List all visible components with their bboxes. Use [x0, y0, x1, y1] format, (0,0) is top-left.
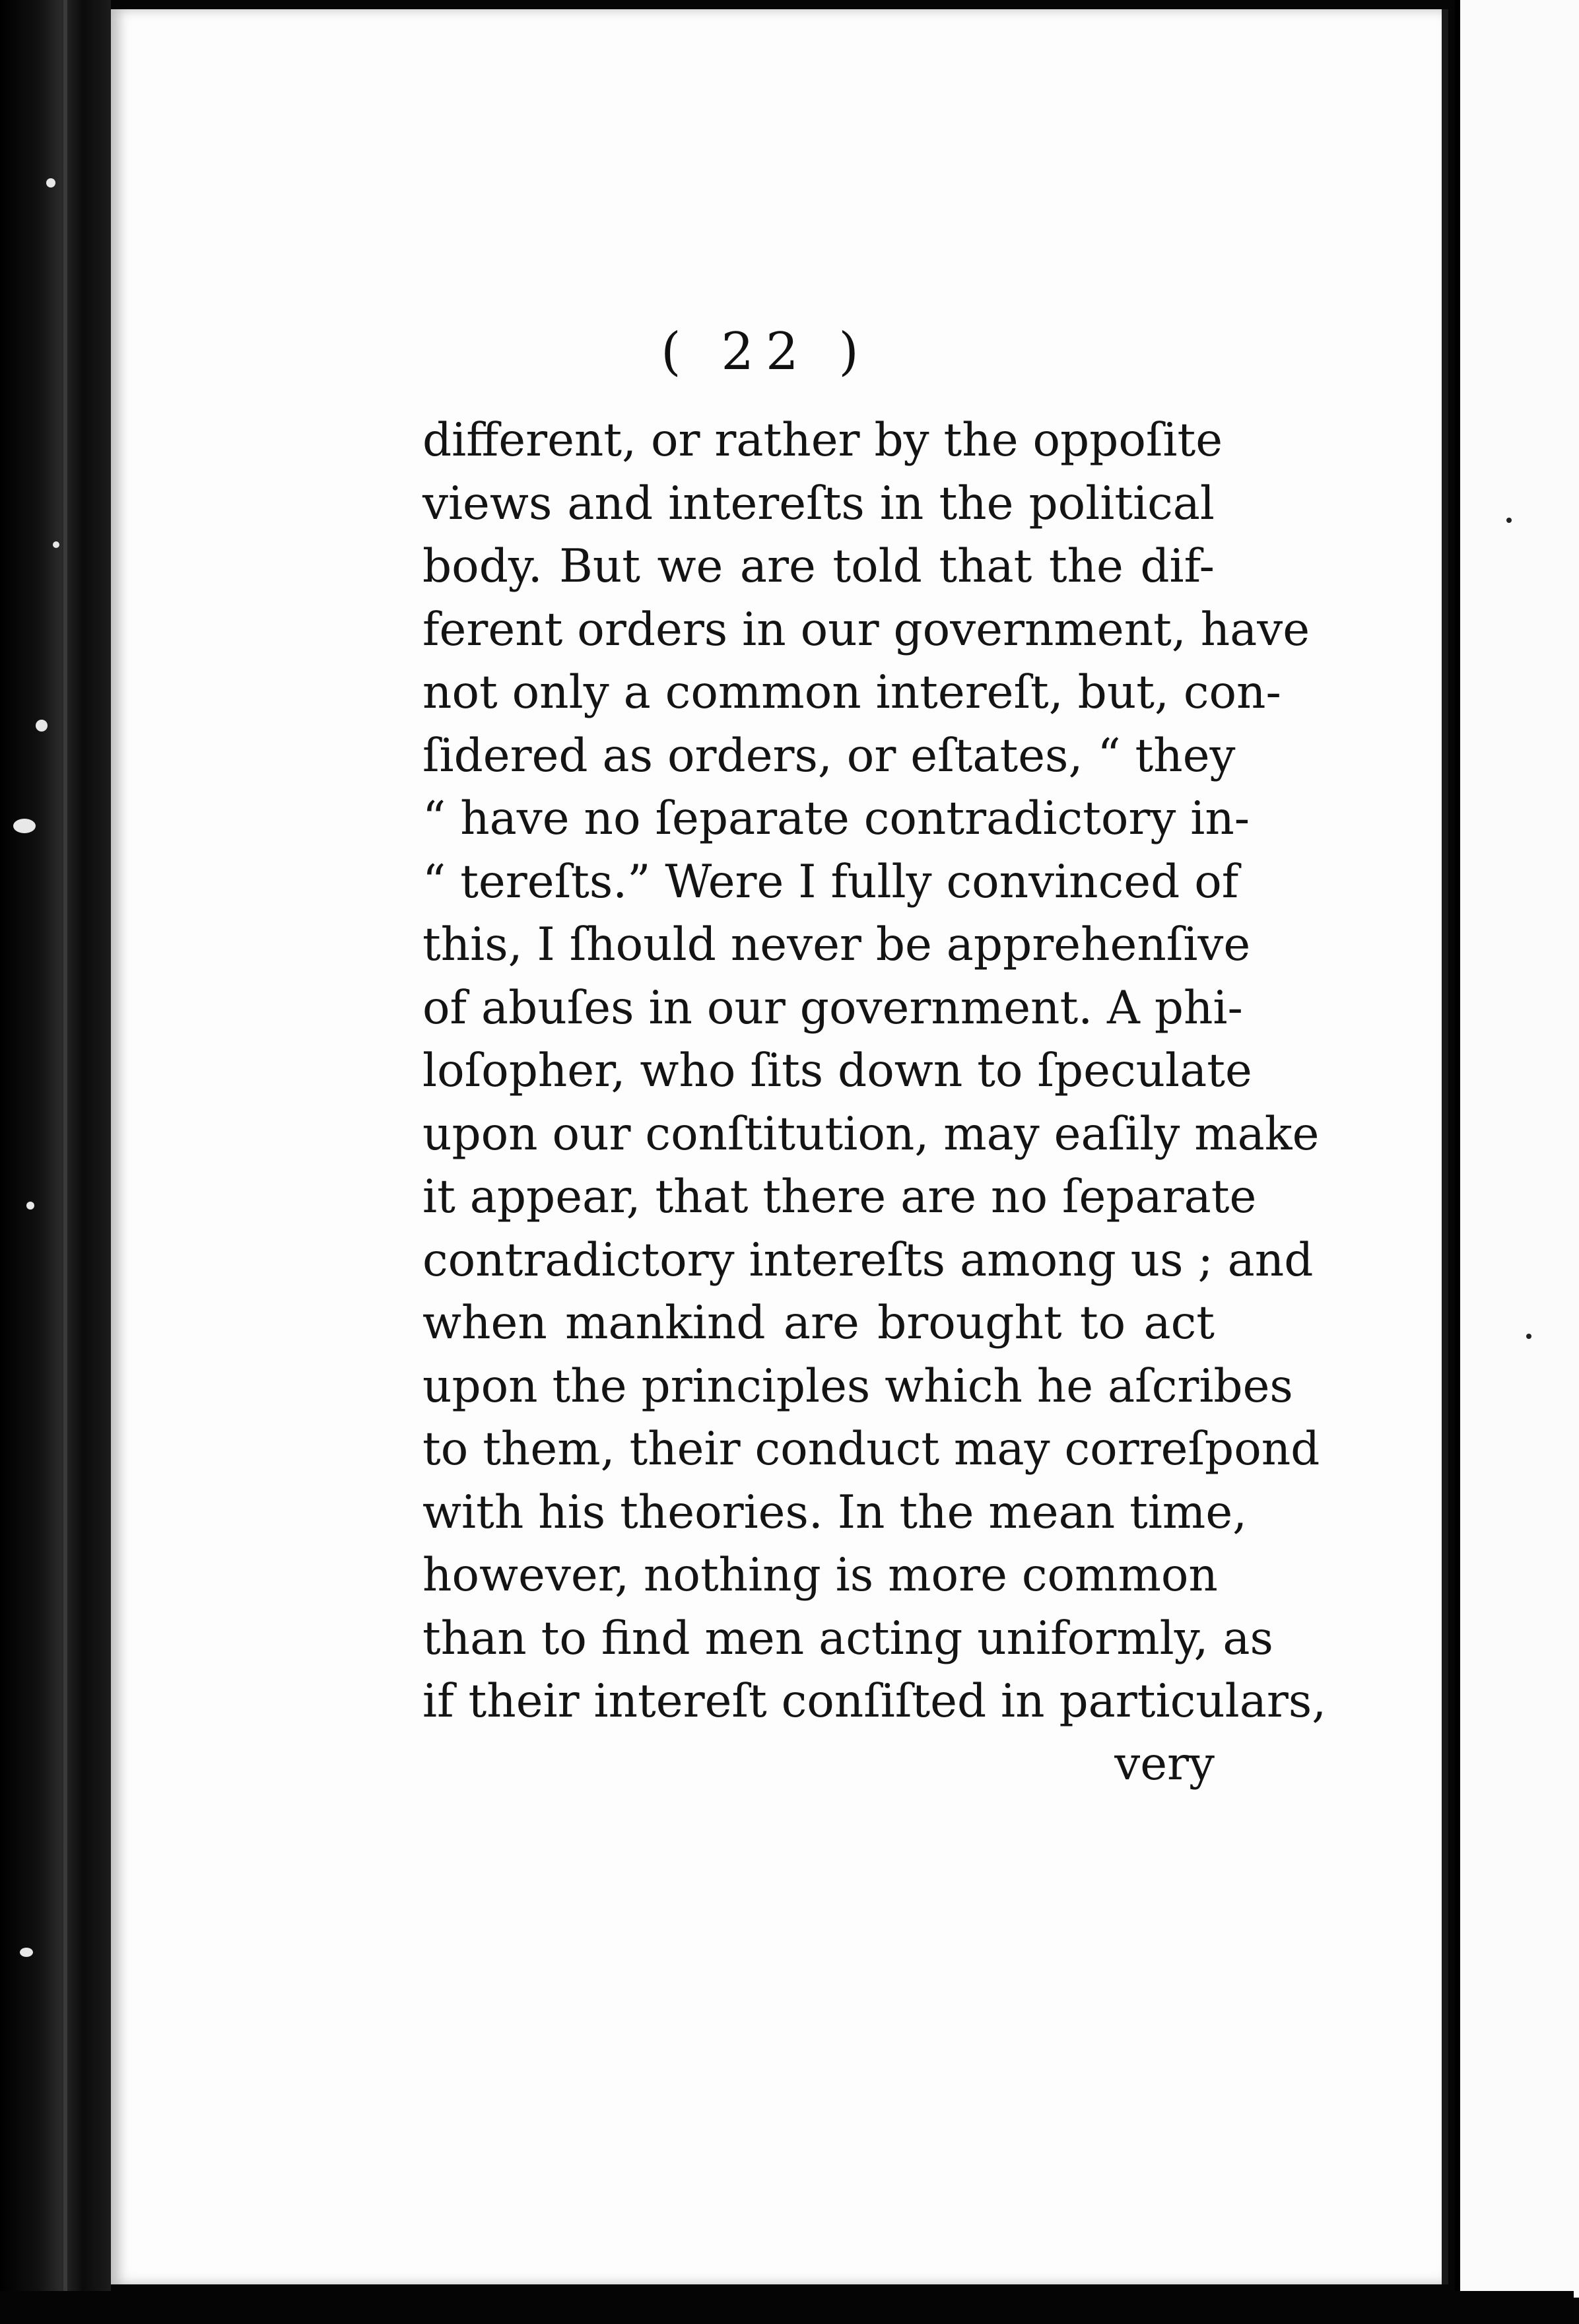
body-text — [422, 409, 1327, 1734]
text-line: contradictory intereſts among us ; and — [422, 1233, 1314, 1287]
text-line: if their intereſt conſiſted in particulars, — [422, 1675, 1327, 1728]
text-line: with his theories. In the mean time, — [422, 1486, 1248, 1539]
text-line: when mankind are brought to act — [422, 1297, 1215, 1350]
text-line: “ have no ſeparate contradictory in- — [422, 792, 1250, 845]
page-number: ( 22 ) — [661, 322, 871, 382]
text-line: however, nothing is more common — [422, 1549, 1218, 1602]
text-line: ſidered as orders, or eſtates, “ they — [422, 729, 1236, 782]
book-binding-left — [0, 0, 111, 2324]
text-line: to them, their conduct may correſpond — [422, 1423, 1320, 1476]
text-line: different, or rather by the oppoſite — [422, 414, 1223, 467]
text-line: “ tereſts.” Were I fully convinced of — [422, 855, 1239, 908]
text-line: than to find men acting uniformly, as — [422, 1612, 1273, 1665]
text-line: not only a common intereſt, but, con- — [422, 666, 1281, 719]
text-line: ferent orders in our government, have — [422, 603, 1310, 656]
text-line: upon our conſtitution, may eaſily make — [422, 1107, 1320, 1161]
text-line: loſopher, who ſits down to ſpeculate — [422, 1044, 1252, 1097]
scan-bottom-border — [0, 2291, 1574, 2324]
text-line: body. But we are told that the dif- — [422, 540, 1215, 593]
catchword: very — [1114, 1738, 1215, 1791]
text-line: views and intereſts in the political — [422, 477, 1215, 530]
text-line: upon the principles which he aſcribes — [422, 1359, 1293, 1413]
text-line: it appear, that there are no ſeparate — [422, 1171, 1257, 1223]
text-line: this, I ſhould never be apprehenſive — [422, 918, 1251, 971]
text-line: of abuſes in our government. A phi- — [422, 981, 1243, 1035]
adjacent-page-edge — [1455, 0, 1579, 2298]
